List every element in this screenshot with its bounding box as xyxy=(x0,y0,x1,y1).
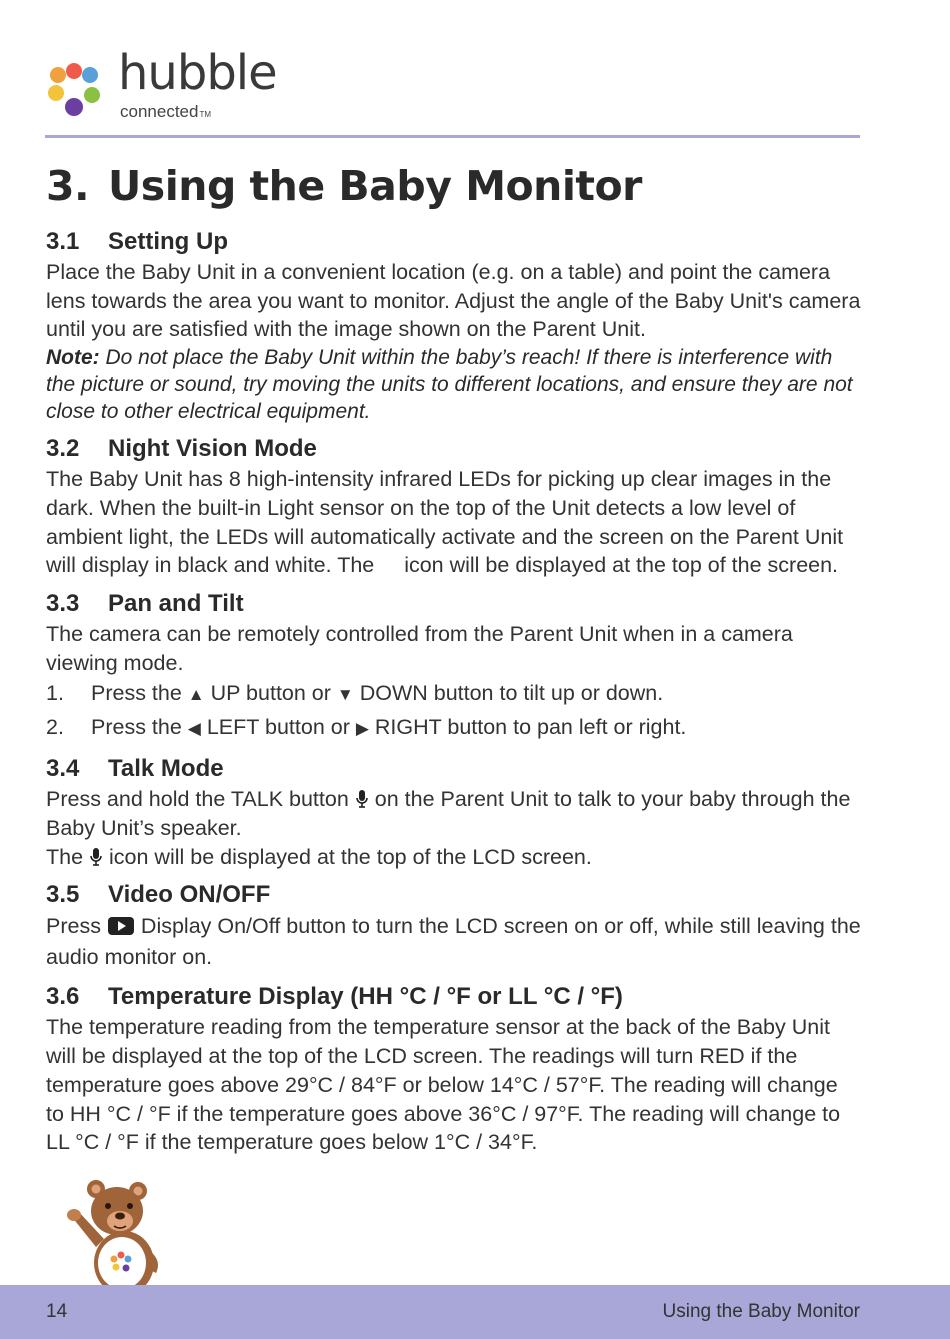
section-heading: 3.5 Video ON/OFF xyxy=(46,881,271,909)
list-item: 2. Press the ◀ LEFT button or ▶ RIGHT button to pan left or right. xyxy=(46,711,861,745)
section-body: The temperature reading from the temperature sensor at the back of the Baby Unit will be displayed at the top of the LCD screen. The readings will turn RED if the temperature goes above 29°C / 84°F or below 14°C / 57°F. The reading will change to HH °C / °F if the temperature goes above 36°C / 97°F. The reading will change to LL °C / °F if the temperature goes below 1°C / 34°F. xyxy=(46,1015,841,1155)
list-item: 1. Press the ▲ UP button or ▼ DOWN button to tilt up or down. xyxy=(46,677,861,711)
section-setting-up xyxy=(46,226,861,425)
logo-subtitle: connectedTM xyxy=(120,102,212,121)
section-heading: 3.2 Night Vision Mode xyxy=(46,435,317,463)
hubble-logo-icon xyxy=(46,61,104,117)
section-body: Press Display On/Off button to turn the LCD screen on or off, while still leaving the audio monitor on. xyxy=(46,914,861,970)
chapter-heading: 3. Using the Baby Monitor xyxy=(46,162,642,210)
hubble-logo xyxy=(46,45,296,125)
section-heading: 3.1 Setting Up xyxy=(46,228,228,255)
section-heading: 3.3 Pan and Tilt xyxy=(46,589,244,617)
right-arrow-icon: ▶ xyxy=(355,719,369,739)
microphone-icon xyxy=(355,789,369,809)
section-video-onoff xyxy=(46,879,861,973)
page-number: 14 xyxy=(46,1301,68,1322)
section-body: The icon will be displayed at the top of the LCD screen. xyxy=(46,844,592,869)
section-body: The Baby Unit has 8 high-intensity infrared LEDs for picking up clear images in the dark. When the built-in Light sensor on the top of the Unit detects a low level of ambient light, the LEDs will automatically activate and the screen on the Parent Unit will display in black and white. The icon will be displayed at the top of the screen. xyxy=(46,467,844,578)
left-arrow-icon: ◀ xyxy=(187,719,201,739)
moon-icon xyxy=(380,555,398,575)
section-pan-tilt xyxy=(46,588,861,745)
footer-section-title: Using the Baby Monitor xyxy=(662,1301,860,1322)
section-body: The camera can be remotely controlled from the Parent Unit when in a camera viewing mode. xyxy=(46,621,793,675)
section-temperature xyxy=(46,981,861,1157)
page-content xyxy=(46,160,861,1157)
note-paragraph: Note: Do not place the Baby Unit within the baby’s reach! If there is interference with the picture or sound, try moving the units to different locations, and ensure they are not close to other electrical equipment. xyxy=(46,346,853,424)
microphone-icon xyxy=(89,847,103,867)
video-display-icon xyxy=(107,916,135,936)
section-body: Place the Baby Unit in a convenient location (e.g. on a table) and point the camera lens towards the area you want to monitor. Adjust the angle of the Baby Unit's camera until you are satisfied with the image shown on the Parent Unit. xyxy=(46,260,861,342)
trademark: TM xyxy=(199,110,212,119)
steps-list xyxy=(46,677,861,745)
logo-wordmark: hubble xyxy=(118,45,277,101)
header-divider xyxy=(45,135,860,138)
section-body: Press and hold the TALK button on the Parent Unit to talk to your baby through the Baby Unit’s speaker. xyxy=(46,787,851,841)
section-talk-mode xyxy=(46,753,861,871)
up-arrow-icon: ▲ xyxy=(187,685,205,705)
section-heading: 3.6 Temperature Display (HH °C / °F or LL °C / °F) xyxy=(46,983,623,1011)
down-arrow-icon: ▼ xyxy=(336,685,354,705)
page-footer xyxy=(0,1285,950,1339)
section-night-vision xyxy=(46,433,861,580)
section-heading: 3.4 Talk Mode xyxy=(46,755,224,783)
note-label: Note: xyxy=(46,346,100,370)
